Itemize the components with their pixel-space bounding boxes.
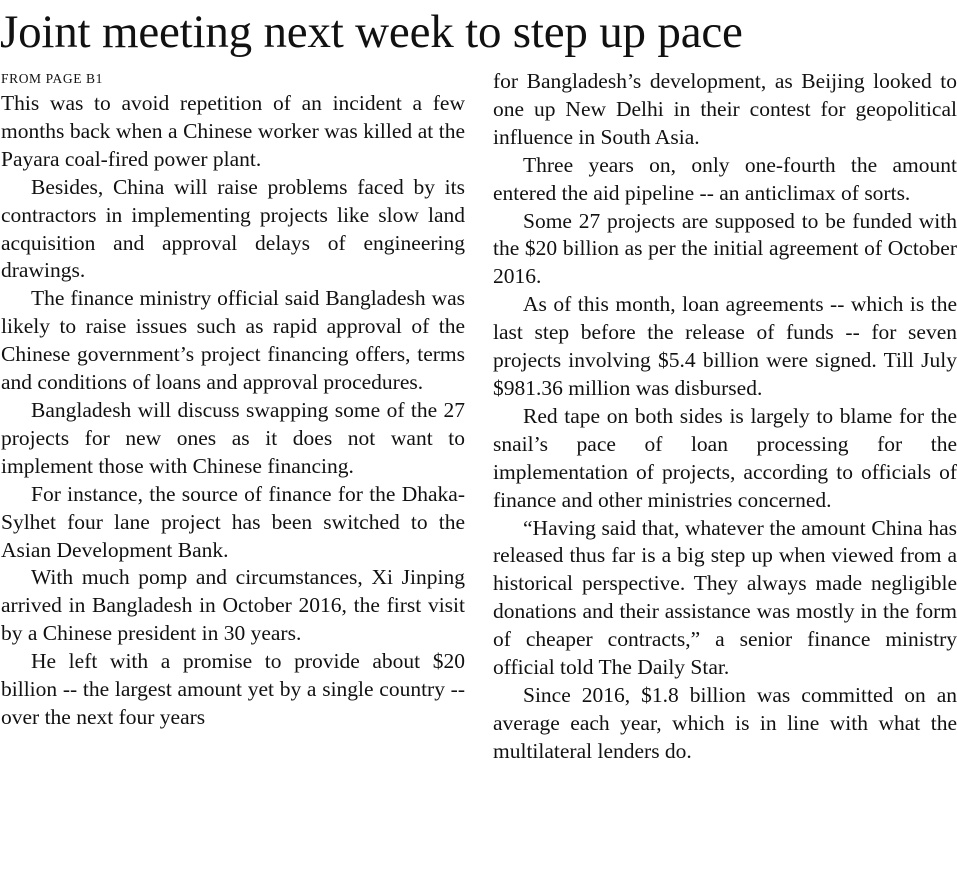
- paragraph: Since 2016, $1.8 billion was committed on an average each year, which is in line with what the multilateral lenders do.: [493, 682, 957, 763]
- dateline: FROM PAGE B1: [1, 71, 103, 86]
- paragraph: He left with a promise to provide about $20 billion -- the largest amount yet by a single country -- over the next four years: [1, 649, 465, 729]
- paragraph: This was to avoid repetition of an incident a few months back when a Chinese worker was killed at the Payara coal-fired power plant.: [1, 91, 465, 171]
- paragraph: Three years on, only one-fourth the amount entered the aid pipeline -- an anticlimax of sorts.: [493, 152, 957, 205]
- article-headline: Joint meeting next week to step up pace: [0, 6, 743, 58]
- paragraph: Bangladesh will discuss swapping some of the 27 projects for new ones as it does not want to implement those with Chinese financing.: [1, 397, 465, 478]
- paragraph: As of this month, loan agreements -- which is the last step before the release of funds -- for seven projects involving $5.4 billion were signed. Till July $981.36 million was disbursed.: [493, 292, 957, 400]
- article-column-left: [1, 68, 465, 732]
- quote-paragraph: “Having said that, whatever the amount China has released thus far is a big step up when viewed from a historical perspective. They always made negligible donations and their assistance was mostly in the form of cheaper contracts,” a senior finance ministry official told The Daily Star.: [493, 515, 957, 680]
- paragraph: For instance, the source of finance for the Dhaka-Sylhet four lane project has been switched to the Asian Development Bank.: [1, 481, 465, 562]
- paragraph: Red tape on both sides is largely to blame for the snail’s pace of loan processing for the implementation of projects, according to officials of finance and other ministries concerned.: [493, 403, 957, 512]
- paragraph: With much pomp and circumstances, Xi Jinping arrived in Bangladesh in October 2016, the first visit by a Chinese president in 30 years.: [1, 565, 465, 646]
- paragraph: Besides, China will raise problems faced by its contractors in implementing projects like slow land acquisition and approval delays of engineering drawings.: [1, 174, 465, 283]
- article-column-right: [493, 68, 957, 766]
- paragraph: The finance ministry official said Bangladesh was likely to raise issues such as rapid approval of the Chinese government’s project financing offers, terms and conditions of loans and approval procedures.: [1, 286, 465, 395]
- paragraph: Some 27 projects are supposed to be funded with the $20 billion as per the initial agreement of October 2016.: [493, 208, 957, 289]
- paragraph-continued: for Bangladesh’s development, as Beijing looked to one up New Delhi in their contest for geopolitical influence in South Asia.: [493, 69, 957, 149]
